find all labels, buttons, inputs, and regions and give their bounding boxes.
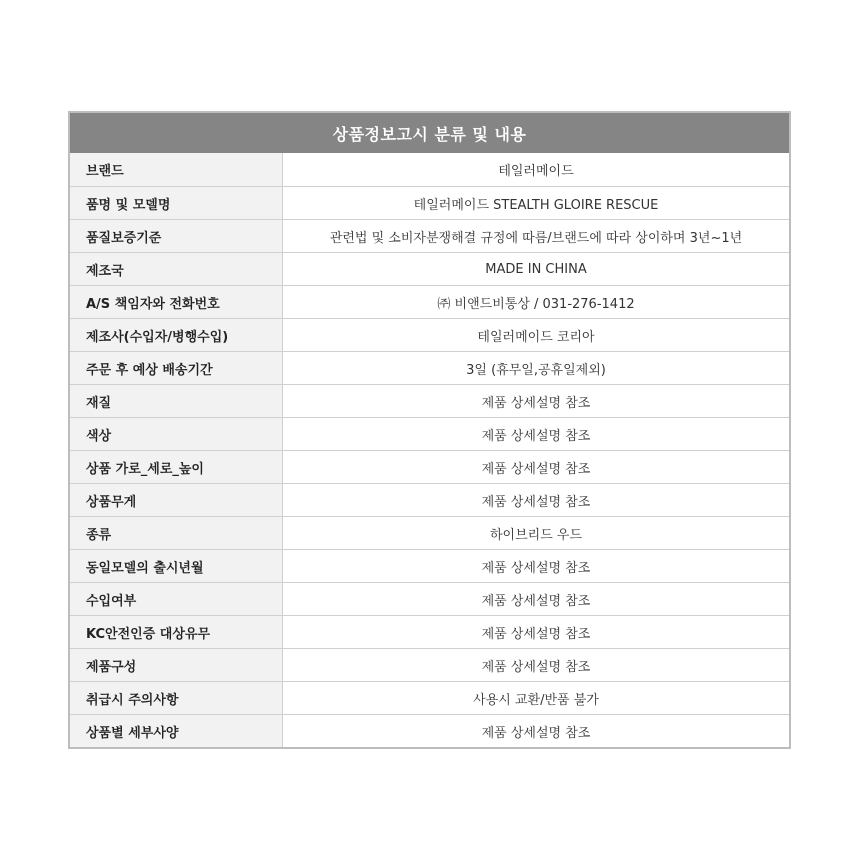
row-value-delivery: 3일 (휴무일,공휴일제외) xyxy=(466,362,606,378)
row-label-weight: 상품무게 xyxy=(70,484,283,516)
row-label-warranty: 품질보증기준 xyxy=(70,220,283,252)
table-row xyxy=(70,549,789,582)
table-row xyxy=(70,186,789,219)
table-row xyxy=(70,681,789,714)
table-row xyxy=(70,648,789,681)
row-value-warranty: 관련법 및 소비자분쟁해결 규정에 따름/브랜드에 따라 상이하며 3년~1년 xyxy=(329,230,743,246)
table-row xyxy=(70,351,789,384)
table-row xyxy=(70,252,789,285)
row-value-brand: 테일러메이드 xyxy=(498,164,574,179)
row-value-material: 제품 상세설명 참조 xyxy=(481,395,591,411)
row-label-caution: 취급시 주의사항 xyxy=(70,682,283,714)
row-value-release-date: 제품 상세설명 참조 xyxy=(481,560,591,576)
row-label-components: 제품구성 xyxy=(70,649,283,681)
table-title: 상품정보고시 분류 및 내용 xyxy=(70,113,789,153)
row-label-dimensions: 상품 가로_세로_높이 xyxy=(70,451,283,483)
table-row xyxy=(70,219,789,252)
table-row xyxy=(70,285,789,318)
row-value-dimensions: 제품 상세설명 참조 xyxy=(481,461,591,477)
row-value-manufacturer: 테일러메이드 코리아 xyxy=(477,329,595,345)
row-value-kc-cert: 제품 상세설명 참조 xyxy=(481,626,591,642)
row-value-country: MADE IN CHINA xyxy=(485,261,587,277)
table-row xyxy=(70,450,789,483)
row-label-product-model: 품명 및 모델명 xyxy=(70,187,283,219)
row-label-release-date: 동일모델의 출시년월 xyxy=(70,550,283,582)
table-row xyxy=(70,417,789,450)
row-label-manufacturer: 제조사(수입자/병행수입) xyxy=(70,319,283,351)
row-label-as-contact: A/S 책임자와 전화번호 xyxy=(70,286,283,318)
row-label-kc-cert: KC안전인증 대상유무 xyxy=(70,616,283,648)
row-label-color: 색상 xyxy=(70,418,283,450)
row-value-product-model: 테일러메이드 STEALTH GLOIRE RESCUE xyxy=(413,197,659,213)
row-value-as-contact: ㈜ 비앤드비통상 / 031-276-1412 xyxy=(437,296,635,312)
table-body xyxy=(70,153,789,747)
row-label-material: 재질 xyxy=(70,385,283,417)
row-value-color: 제품 상세설명 참조 xyxy=(481,428,591,444)
table-row xyxy=(70,483,789,516)
table-row xyxy=(70,153,789,186)
row-label-country: 제조국 xyxy=(70,253,283,285)
row-label-delivery: 주문 후 예상 배송기간 xyxy=(70,352,283,384)
row-value-type: 하이브리드 우드 xyxy=(489,527,583,543)
row-label-specs: 상품별 세부사양 xyxy=(70,715,283,747)
table-row xyxy=(70,516,789,549)
row-label-type: 종류 xyxy=(70,517,283,549)
row-label-brand: 브랜드 xyxy=(70,153,283,186)
row-value-caution: 사용시 교환/반품 불가 xyxy=(473,692,599,708)
row-value-weight: 제품 상세설명 참조 xyxy=(481,494,591,510)
table-row xyxy=(70,615,789,648)
row-value-components: 제품 상세설명 참조 xyxy=(481,659,591,675)
row-value-import: 제품 상세설명 참조 xyxy=(481,593,591,609)
table-row xyxy=(70,582,789,615)
row-label-import: 수입여부 xyxy=(70,583,283,615)
table-row xyxy=(70,714,789,747)
product-info-table xyxy=(68,111,791,749)
row-value-specs: 제품 상세설명 참조 xyxy=(481,725,591,741)
table-row xyxy=(70,318,789,351)
table-row xyxy=(70,384,789,417)
